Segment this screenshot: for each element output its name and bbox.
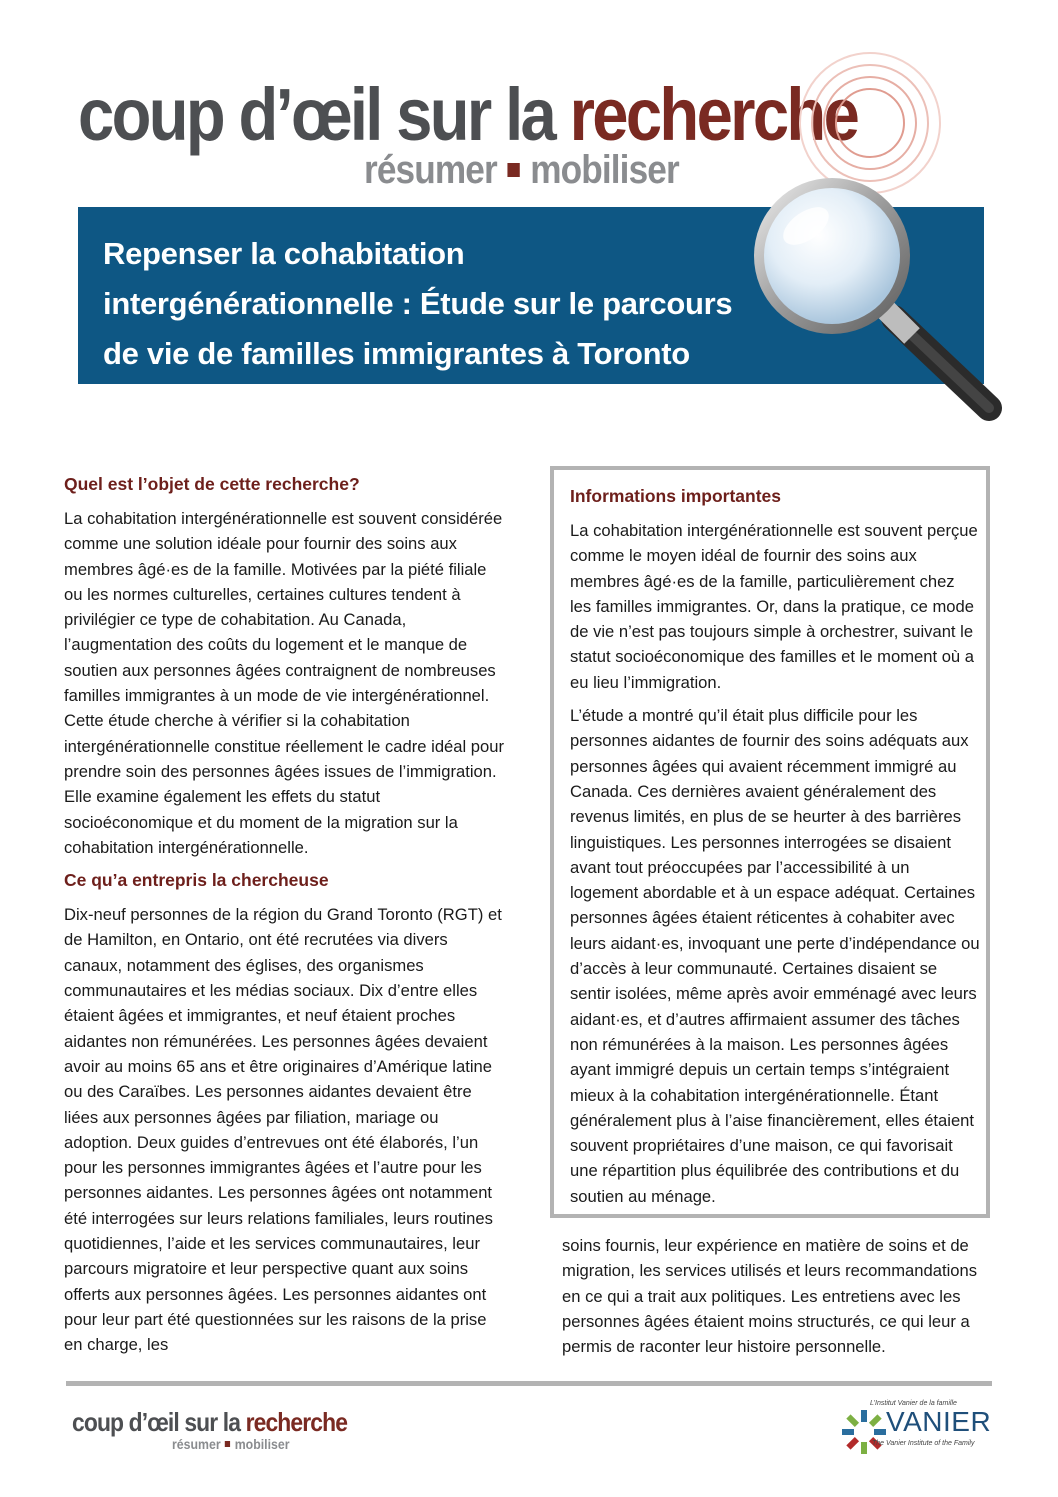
masthead-tagline <box>364 148 679 193</box>
masthead-title <box>78 73 888 156</box>
objective-paragraph: La cohabitation intergénérationnelle est souvent considérée comme une solution idéale pour fournir des soins aux membres âgé·es de la famille. Motivées par la piété filiale ou les normes culturelles, certaines cultures tendent à privilégier ce type de cohabitation. Au Canada, l’augmentation des coûts du logement et le manque de soutien aux personnes âgées contraignent de nombreuses familles immigrantes à un mode de vie intergénérationnel. Cette étude cherche à vérifier si la cohabitation intergénérationnelle constitue réellement le cadre idéal pour prendre soin des personnes âgées issues de l’immigration. Elle examine également les effets du statut socioéconomique et du moment de la migration sur la cohabitation intergénérationnelle. <box>64 509 505 857</box>
methods-paragraph: Dix-neuf personnes de la région du Grand Toronto (RGT) et de Hamilton, en Ontario, ont été recrutées via divers canaux, notamment des églises, des organismes communautaires et les médias sociaux. Dix d’entre elles étaient âgées et immigrantes, et neuf étaient proches aidantes non rémunérées. Les personnes âgées devaient avoir au moins 65 ans et être originaires d’Amérique latine ou des Caraïbes. Les personnes aidantes devaient être liées aux personnes âgées par filiation, mariage ou adoption. Deux guides d’entrevues ont été élaborés, l’un pour les personnes immigrantes âgées et l’autre pour les personnes aidantes. Les personnes âgées ont notamment été interrogées sur leurs relations familiales, leurs routines quotidiennes, l’aide et les services communautaires, leur parcours migratoire et leur perspective quant aux soins offerts aux personnes âgées. Les personnes aidantes ont pour leur part été questionnées sur les raisons de la prise en charge, les <box>64 905 502 1355</box>
vanier-wordmark: VANIER <box>886 1406 992 1437</box>
vanier-english-name: The Vanier Institute of the Family <box>872 1440 975 1447</box>
key-findings-box <box>550 466 990 1218</box>
right-column-continuation <box>562 1233 994 1359</box>
masthead-title-red: recherche <box>569 73 858 156</box>
footer-divider <box>66 1381 992 1386</box>
footer-tagline-left: résumer <box>172 1436 221 1452</box>
magnifying-glass-icon <box>744 168 1014 438</box>
tagline-separator-square <box>507 163 519 177</box>
key-findings-paragraph-2: L’étude a montré qu’il était plus difficile pour les personnes aidantes de fournir des soins adéquats aux personnes âgées qui avaient récemment immigré au Canada. Ces dernières avaient généralement des revenus limités, en plus de se heurter à des barrières linguistiques. Les personnes interrogées se disaient avant tout préoccupées par l’accessibilité à un logement abordable et à un espace adéquat. Certaines personnes âgées étaient réticentes à cohabiter avec leurs aidant·es, invoquant une perte d’indépendance ou d’accès à leur communauté. Certaines disaient se sentir isolées, même après avoir emménagé avec leurs aidant·es, et d’autres affirmaient assumer des tâches non rémunérées à la maison. Les personnes âgées ayant immigré depuis un certain temps s’intégraient mieux à la cohabitation intergénérationnelle. Étant généralement plus à l’aise financièrement, elles étaient souvent propriétaires d’une maison, ce qui favorisait une répartition plus équilibrée des contributions et du soutien au ménage. <box>570 706 980 1206</box>
key-findings-content <box>570 484 980 1209</box>
left-column <box>64 472 504 1358</box>
footer-brand-grey: coup d’œil sur la <box>72 1407 246 1437</box>
page-title: Repenser la cohabitation intergénérationnelle : Étude sur le parcours de vie de familles immigrantes à Toronto <box>103 236 733 371</box>
key-findings-paragraph-1: La cohabitation intergénérationnelle est souvent perçue comme le moyen idéal de fournir des soins aux membres âgé·es de la famille, particulièrement chez les familles immigrantes. Or, dans la pratique, ce mode de vie n’est pas toujours simple à orchestrer, suivant le statut socioéconomique des familles et le moment où a eu lieu l’immigration. <box>570 521 978 692</box>
footer-tagline <box>172 1436 348 1452</box>
vanier-institute-logo <box>838 1400 998 1464</box>
masthead-title-grey: coup d’œil sur la <box>78 73 570 156</box>
methods-continuation-paragraph: soins fournis, leur expérience en matière de soins et de migration, les services utilisés et leurs recommandations en ce qui a trait aux politiques. Les entretiens avec les personnes âgées étaient moins structurés, ce qui leur a permis de raconter leur histoire personnelle. <box>562 1236 978 1357</box>
footer-brand-red: recherche <box>245 1407 348 1437</box>
section-heading-objective: Quel est l’objet de cette recherche? <box>64 474 360 494</box>
footer-tagline-right: mobiliser <box>234 1436 290 1452</box>
vanier-french-name: L’Institut Vanier de la famille <box>870 1400 957 1407</box>
vanier-snowflake-icon <box>838 1406 890 1458</box>
footer-tagline-separator <box>225 1441 230 1447</box>
tagline-left: résumer <box>364 148 497 192</box>
footer-brand-title <box>72 1407 348 1437</box>
footer-brand-logo <box>72 1408 372 1452</box>
tagline-right: mobiliser <box>530 148 679 192</box>
section-heading-methods: Ce qu’a entrepris la chercheuse <box>64 870 329 891</box>
section-heading-key-findings: Informations importantes <box>570 486 781 506</box>
